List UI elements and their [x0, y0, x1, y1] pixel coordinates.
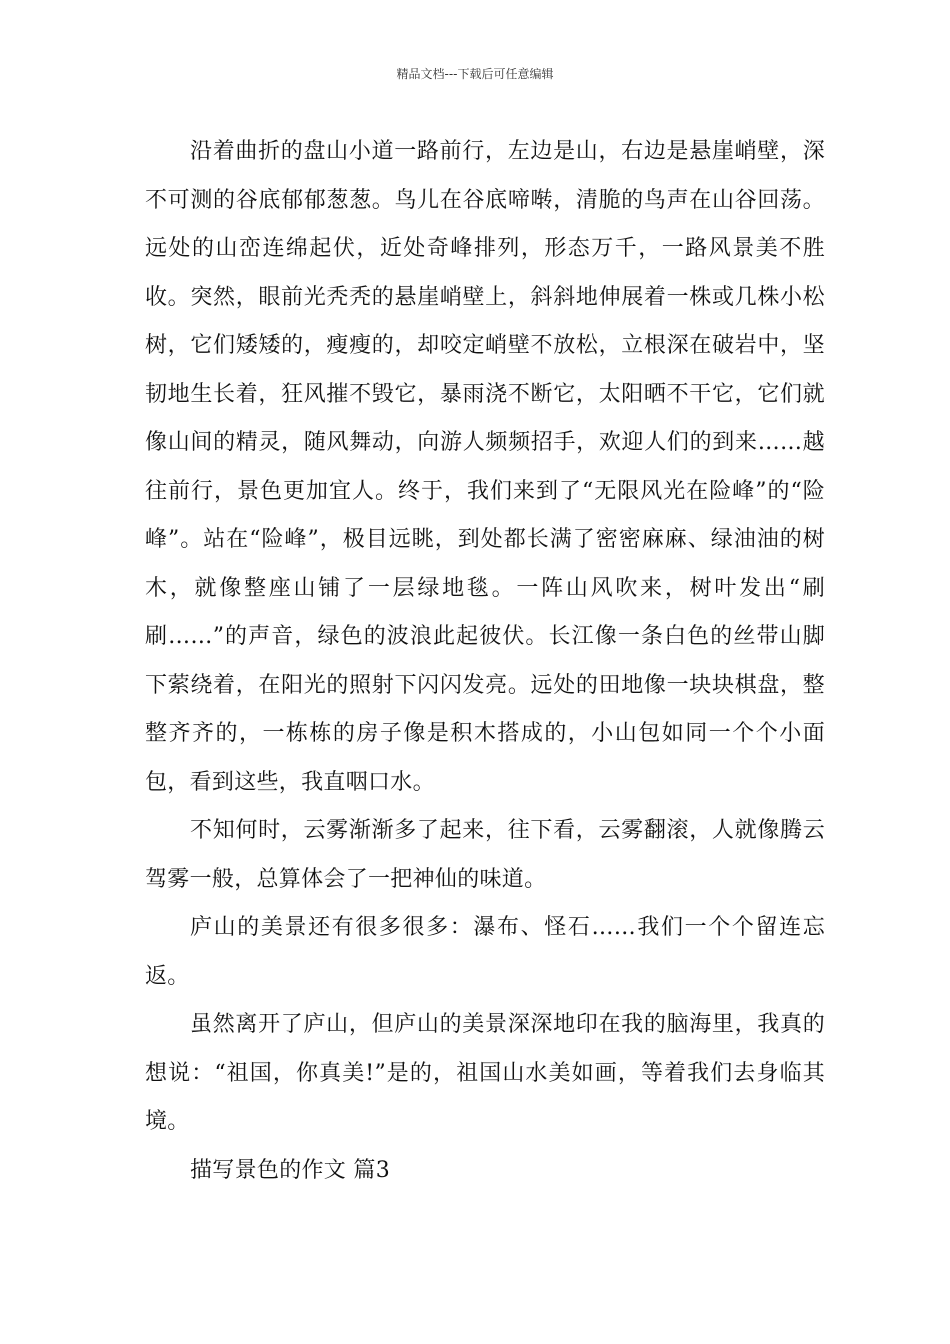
document-body — [145, 128, 825, 1195]
paragraph-1: 沿着曲折的盘山小道一路前行，左边是山，右边是悬崖峭壁，深不可测的谷底郁郁葱葱。鸟儿在谷底啼啭，清脆的鸟声在山谷回荡。远处的山峦连绵起伏，近处奇峰排列，形态万千，一路风景美不胜收。突然，眼前光秃秃的悬崖峭壁上，斜斜地伸展着一株或几株小松树，它们矮矮的，瘦瘦的，却咬定峭壁不放松，立根深在破岩中，坚韧地生长着，狂风摧不毁它，暴雨浇不断它，太阳晒不干它，它们就像山间的精灵，随风舞动，向游人频频招手，欢迎人们的到来……越往前行，景色更加宜人。终于，我们来到了“无限风光在险峰”的“险峰”。站在“险峰”，极目远眺，到处都长满了密密麻麻、绿油油的树木，就像整座山铺了一层绿地毯。一阵山风吹来，树叶发出“刷刷……”的声音，绿色的波浪此起彼伏。长江像一条白色的丝带山脚下萦绕着，在阳光的照射下闪闪发亮。远处的田地像一块块棋盘，整整齐齐的，一栋栋的房子像是积木搭成的，小山包如同一个个小面包，看到这些，我直咽口水。 — [145, 139, 825, 795]
paragraph-2: 不知何时，云雾渐渐多了起来，往下看，云雾翻滚，人就像腾云驾雾一般，总算体会了一把神仙的味道。 — [145, 818, 825, 892]
paragraph-4: 虽然离开了庐山，但庐山的美景深深地印在我的脑海里，我真的想说：“祖国，你真美!”是的，祖国山水美如画，等着我们去身临其境。 — [145, 1012, 825, 1134]
page-header: 精品文档---下载后可任意编辑 — [396, 67, 554, 81]
section-heading: 描写景色的作文 篇3 — [190, 1157, 390, 1183]
paragraph-3: 庐山的美景还有很多很多：瀑布、怪石……我们一个个留连忘返。 — [145, 915, 825, 989]
